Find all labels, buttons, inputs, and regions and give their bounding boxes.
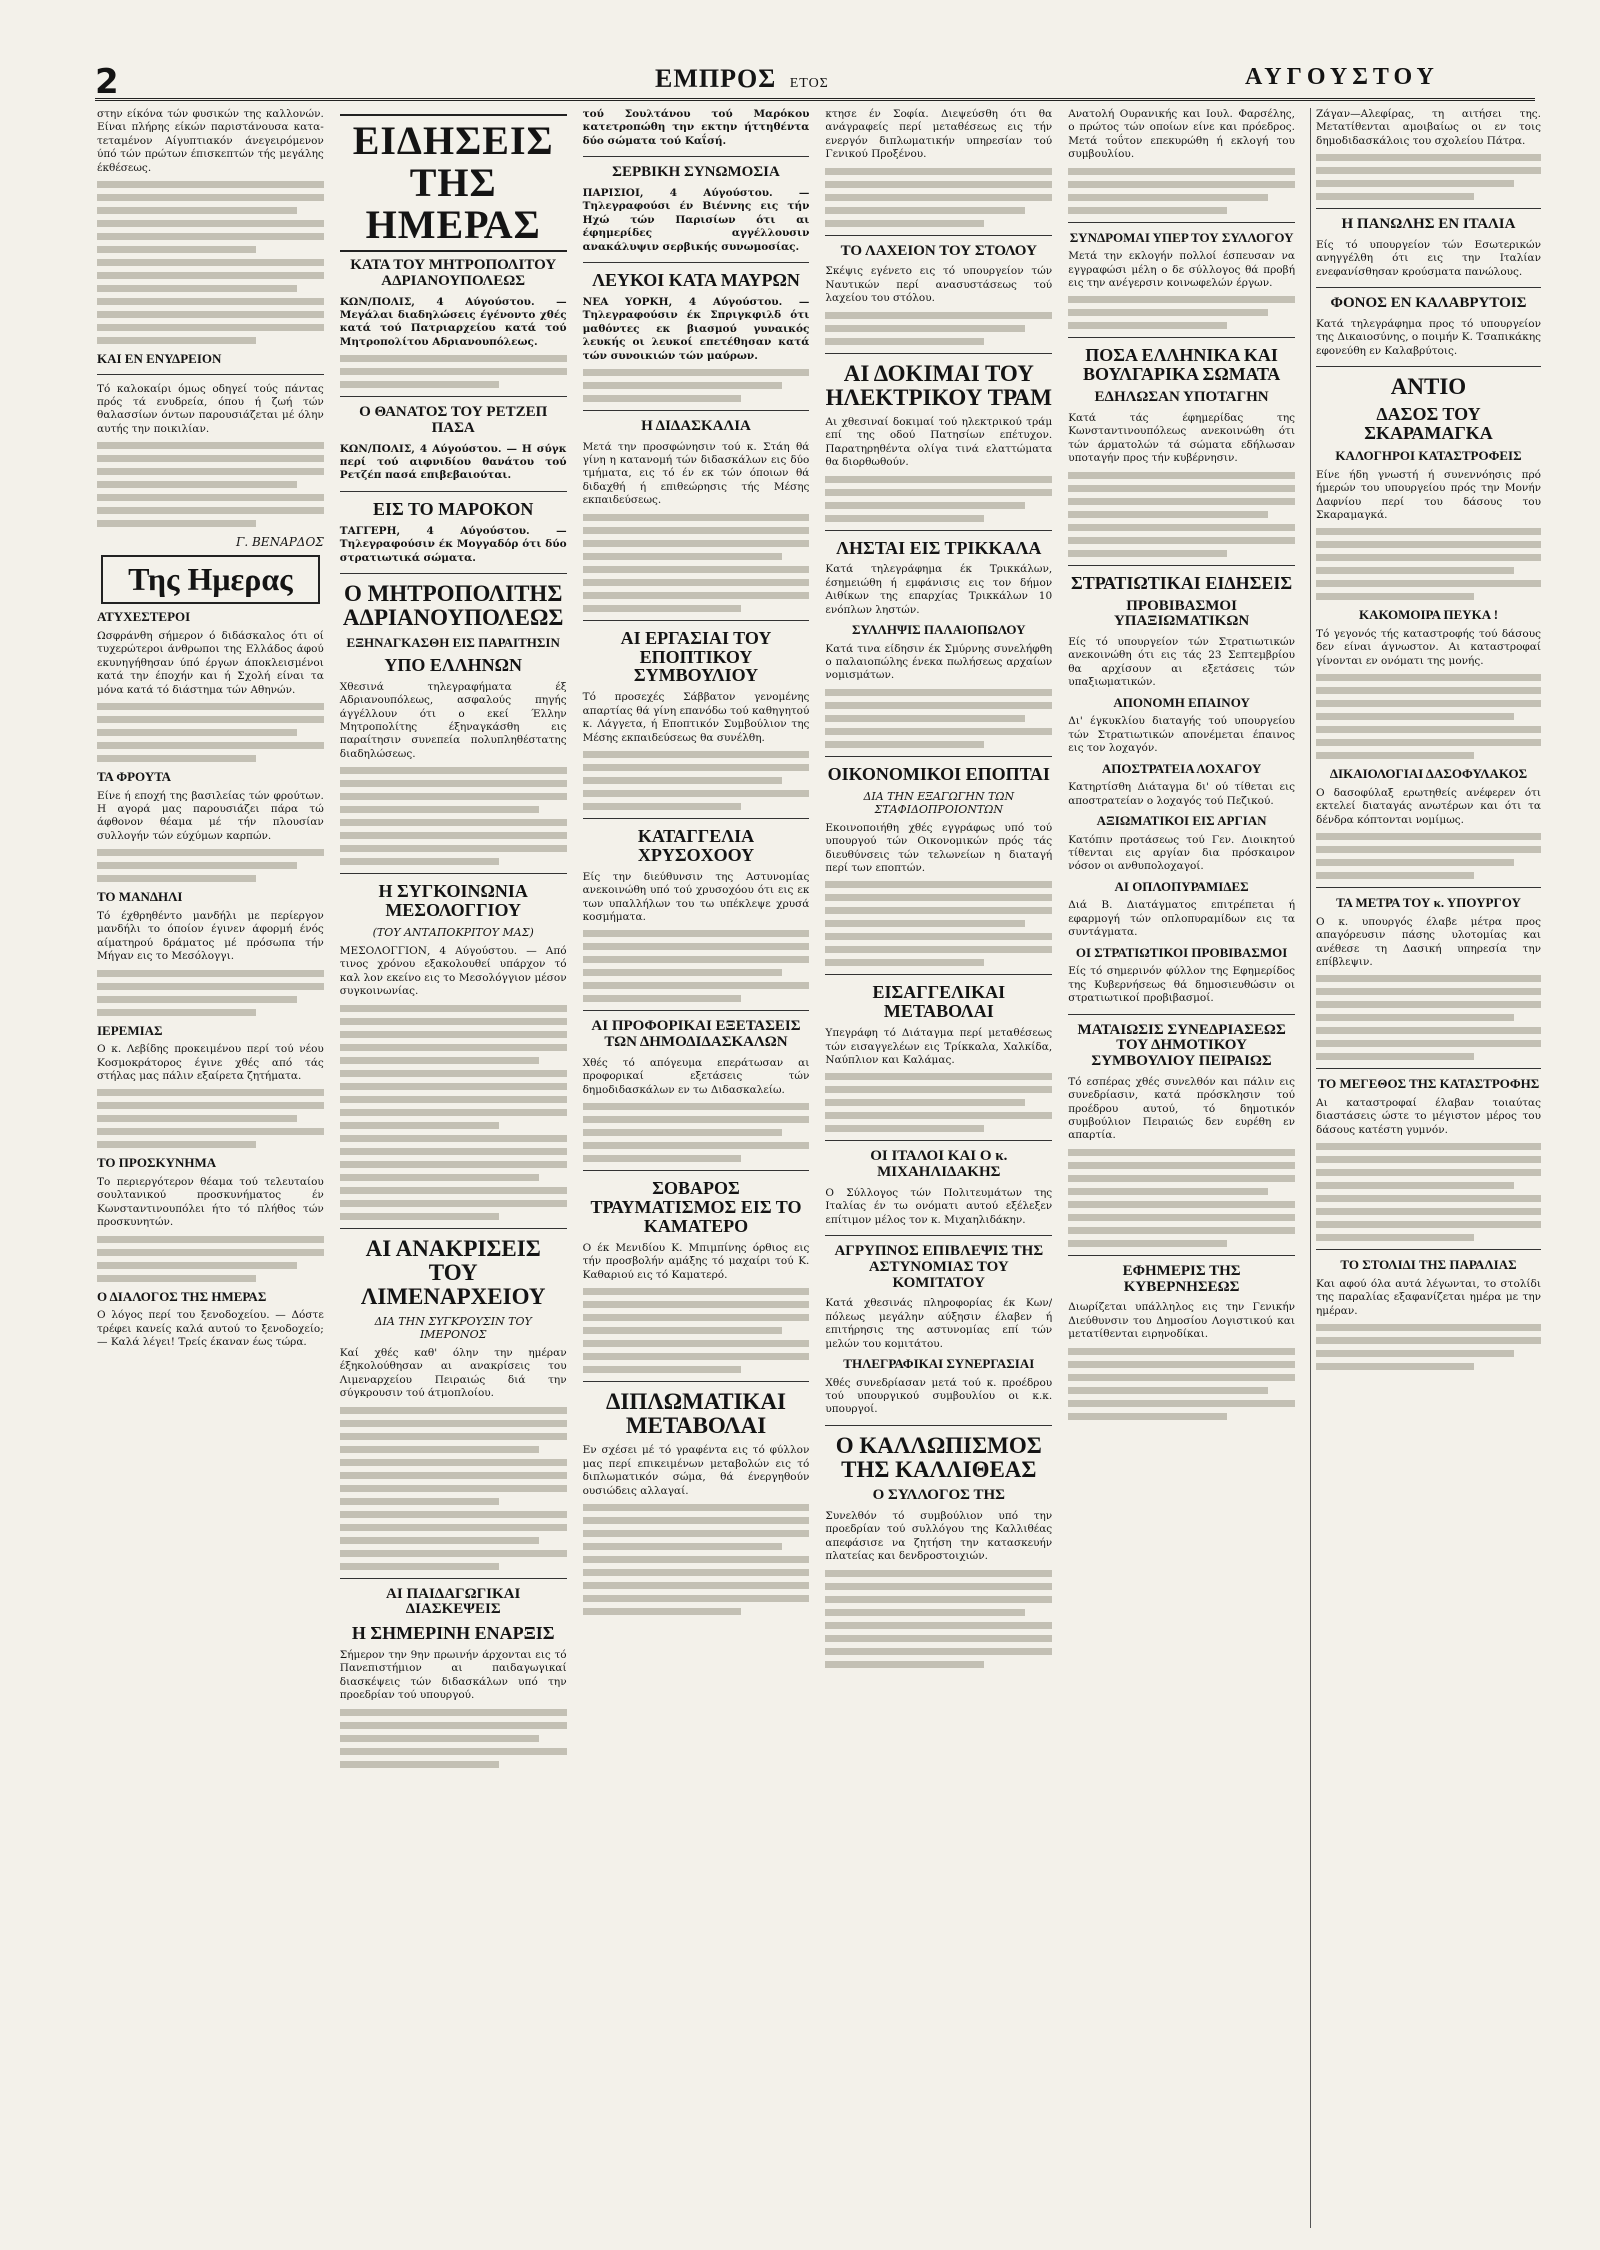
article-subheadline: Η ΣΗΜΕΡΙΝΗ ΕΝΑΡΞΙΣ xyxy=(351,1623,555,1644)
column-3 xyxy=(581,108,810,2228)
author-signature: Γ. ΒΕΝΑΡΔΟΣ xyxy=(236,535,324,550)
columns xyxy=(95,108,1295,2228)
divider xyxy=(1316,208,1541,209)
divider xyxy=(1068,222,1295,223)
divider xyxy=(825,235,1052,236)
article-text: ΝΕΑ ΥΟΡΚΗ, 4 Αύγούστου. — Τηλεγραφούσιν έκ Σπριγκφιλδ ότι μαθόντες εκ βιασμού γυναικός λευκής οι λευκοί επετέθησαν κατά τών συνοικιών τών μαύρων. xyxy=(582,295,810,362)
column-2 xyxy=(338,108,567,2228)
column-6 xyxy=(1310,108,1541,2228)
article-headline: ΣΥΛΛΗΨΙΣ ΠΑΛΑΙΟΠΩΛΟΥ xyxy=(852,622,1026,638)
text-filler xyxy=(825,168,1052,227)
article-headline: ΤΟ ΣΤΟΛΙΔΙ ΤΗΣ ΠΑΡΑΛΙΑΣ xyxy=(1340,1257,1517,1273)
text-filler xyxy=(1316,975,1541,1060)
article-text: Εκοινοποιήθη χθές εγγράφως υπό τού υπουργού τών Οικονομικών πρός τάς διευθύνσεις τών τελωνείων η διαταγή περί των εποπτών. xyxy=(825,821,1053,874)
article-headline: ΟΙ ΣΤΡΑΤΙΩΤΙΚΟΙ ΠΡΟΒΙΒΑΣΜΟΙ xyxy=(1075,944,1288,960)
article-headline: ΑΠΟΝΟΜΗ ΕΠΑΙΝΟΥ xyxy=(1113,694,1250,710)
text-filler xyxy=(97,703,324,762)
divider xyxy=(825,974,1052,975)
item-heading: ΤΟ ΜΑΝΔΗΛΙ xyxy=(97,889,183,905)
article-text: Ο Σύλλογος τών Πολιτευμάτων της Ιταλίας έν τω ονόματι αυτού εξέλεξεν επίτιμον μέλος τον κ. Μιχαηλιδάκην. xyxy=(825,1186,1053,1226)
article-text: Ζάγαν—Αλεφίρας, τη αιτήσει της. Μετατίθενται αμοιβαίως οι εν τοις δημοδιδασκάλοις του σχολείου Πάτρα. xyxy=(1316,108,1541,147)
text-filler xyxy=(1068,472,1295,557)
text-filler xyxy=(1068,1149,1295,1247)
divider xyxy=(583,818,810,819)
article-text: Τό έχθρηθέντο μανδήλι με περίεργον μανδήλι το όποίον έγινεν άφορμή ένός αίματηρού δράματος μέ πρόσωπα τήν Μήγαν εις το Μεσόλογγι. xyxy=(97,909,324,963)
text-filler xyxy=(340,767,567,865)
divider xyxy=(1068,565,1295,566)
article-text: Είνε ήδη γνωστή ή συνεννόησις πρό ήμερών του υπουργείου πρός την Μονήν Δαφνίου περί του δάσους του Σκαραμαγκά. xyxy=(1316,468,1541,521)
text-filler xyxy=(97,849,324,882)
divider xyxy=(1316,887,1541,888)
article-subheadline: ΔΙΑ ΤΗΝ ΕΞΑΓΩΓΗΝ ΤΩΝ ΣΤΑΦΙΔΟΠΡΟΙΟΝΤΩΝ xyxy=(863,789,1015,816)
article-text: Τό καλοκαίρι όμως οδηγεί τούς πάντας πρός τά ενυδρεία, όπου ή ζωή τών θαλασσίων όντων παρουσιάζεται μέ όλην αυτής την ποικιλίαν. xyxy=(97,382,324,435)
divider xyxy=(825,1140,1052,1141)
article-subheadline: ΕΞΗΝΑΓΚΑΣΘΗ ΕΙΣ ΠΑΡΑΙΤΗΣΙΝ xyxy=(346,635,560,651)
article-headline: Η ΔΙΔΑΣΚΑΛΙΑ xyxy=(641,417,751,434)
column-title-box xyxy=(101,555,320,604)
article-byline: (ΤΟΥ ΑΝΤΑΠΟΚΡΙΤΟΥ ΜΑΣ) xyxy=(372,925,534,939)
masthead xyxy=(95,62,1535,101)
article-headline: ΤΟ ΛΑΧΕΙΟΝ ΤΟΥ ΣΤΟΛΟΥ xyxy=(840,242,1037,259)
article-text: Ο κ. Λεβίδης προκειμένου περί τού νέου Κοσμοκράτορος έγινε χθές από τάς στήλας μας πάλιν εξαίρετα ζητήματα. xyxy=(97,1043,324,1082)
article-text: Ανατολή Ουρανικής και Ιουλ. Φαρσέλης, ο πρώτος τών οποίων είνε και πρόεδρος. Μετά τοΰτον επεκυρώθη ή εκλογή του συμβουλίου. xyxy=(1068,108,1295,161)
article-subheadline: Ο ΣΥΛΛΟΓΟΣ ΤΗΣ xyxy=(872,1487,1005,1504)
divider xyxy=(1316,1068,1541,1069)
article-text: Σήμερον την 9ην πρωινήν άρχονται εις τό Πανεπιστήμιον αι παιδαγωγικαί διασκέψεις τών διδασκάλων υπό την προεδρίαν τού υπουργού. xyxy=(339,1649,567,1702)
article-headline: ΤΑ ΜΕΤΡΑ ΤΟΥ κ. ΥΠΟΥΡΓΟΥ xyxy=(1336,895,1521,911)
divider xyxy=(583,262,810,263)
divider xyxy=(825,756,1052,757)
newspaper-name xyxy=(655,64,829,94)
column-5 xyxy=(1066,108,1295,2228)
text-filler xyxy=(97,1236,324,1282)
divider xyxy=(825,530,1052,531)
article-text: Είς τό υπουργείον τών Στρατιωτικών ανεκοινώθη ότι εις τάς 23 Σεπτεμβρίου θα αρχίσουν αι εξετάσεις τών υπαξιωματικών. xyxy=(1068,636,1295,689)
article-text: Σκέψις εγένετο εις τό υπουργείον τών Ναυτικών περί ανασυστάσεως τού λαχείου του στόλου. xyxy=(825,265,1053,305)
article-headline: ΑΙ ΕΡΓΑΣΙΑΙ ΤΟΥ ΕΠΟΠΤΙΚΟΥ ΣΥΜΒΟΥΛΙΟΥ xyxy=(620,627,772,686)
article-text: Κατά χθεσινάς πληροφορίας έκ Κων/πόλεως μεγάλην αύξησιν έλαβεν ή επιτήρησις της αστυνομίας επί τών μελών του κομιτάτου. xyxy=(825,1297,1053,1350)
article-text: Κατηρτίσθη Διάταγμα δι' ού τίθεται εις αποστρατείαν ο λοχαγός τού Πεζικού. xyxy=(1068,781,1295,807)
divider xyxy=(583,1010,810,1011)
article-text: Ο κ. υπουργός έλαβε μέτρα προς απαγόρευσιν πάσης υλοτομίας και ανέθεσε τη Δασική υπηρεσία την επίβλεψιν. xyxy=(1316,915,1541,968)
divider xyxy=(340,491,567,492)
text-filler xyxy=(583,751,810,810)
article-headline: ΚΑΚΟΜΟΙΡΑ ΠΕΥΚΑ ! xyxy=(1358,607,1499,623)
newspaper-subtitle: ΕΤΟΣ xyxy=(789,76,829,91)
text-filler xyxy=(1316,1143,1541,1241)
article-headline: ΕΦΗΜΕΡΙΣ ΤΗΣ ΚΥΒΕΡΝΗΣΕΩΣ xyxy=(1122,1262,1241,1295)
text-filler xyxy=(1068,296,1295,329)
divider xyxy=(1316,287,1541,288)
section-title: ΕΙΔΗΣΕΙΣ ΤΗΣ ΗΜΕΡΑΣ xyxy=(340,114,567,252)
article-text: Καί χθές καθ' όλην την ημέραν έξηκολούθησαν αι ανακρίσεις του Λιμεναρχείου Πειραιώς διά την σύγκρουσιν τού άτμοπλοίου. xyxy=(339,1347,567,1400)
text-filler xyxy=(825,1570,1052,1668)
text-filler xyxy=(825,312,1052,345)
article-text: Είς την διεύθυνσιν της Αστυνομίας ανεκοινώθη υπό τού χρυσοχόου ότι εις εκ των υπαλλήλων του τω υπέκλεψε χρυσά κοσμήματα. xyxy=(582,870,810,923)
article-headline: ΔΙΚΑΙΟΛΟΓΙΑΙ ΔΑΣΟΦΥΛΑΚΟΣ xyxy=(1329,766,1528,782)
text-filler xyxy=(583,1504,810,1615)
article-text: Ο λόγος περί του ξενοδοχείου. — Δόστε τρέφει κανείς καλά αυτού το ξενοδοχείο; — Καλά λέγει! Τρείς έκαναν έως τώρα. xyxy=(97,1309,324,1349)
article-headline: ΤΟ ΜΕΓΕΘΟΣ ΤΗΣ ΚΑΤΑΣΤΡΟΦΗΣ xyxy=(1317,1076,1540,1092)
article-text: Ωσφράνθη σήμερον ό διδάσκαλος ότι οί τυχερώτεροι άνθρωποι της Ελλάδος άφού εκυνηγήθησαν ύπό έργων άποκλεισμένοι κατά την έποχήν και ή Σχολή είναι τα μόνα κατά τό διάστημα τών Αθηνών. xyxy=(97,629,324,696)
text-filler xyxy=(825,881,1052,966)
article-text: Συνελθόν τό συμβούλιον υπό την προεδρίαν τού συλλόγου της Καλλιθέας απεφάσισε να ζητήση την κατασκευήν πλατείας και δενδροστοιχιών. xyxy=(825,1509,1053,1563)
text-filler xyxy=(825,1073,1052,1132)
divider xyxy=(825,353,1052,354)
article-headline: ΑΙ ΔΟΚΙΜΑΙ ΤΟΥ ΗΛΕΚΤΡΙΚΟΥ ΤΡΑΜ xyxy=(825,360,1052,410)
article-text: Δι' έγκυκλίου διαταγής τού υπουργείου τών Στρατιωτικών απονέμεται έπαινος εις τον λοχαγόν. xyxy=(1068,715,1295,755)
article-text: Κατά τηλεγράφημα προς τό υπουργείον της Δικαιοσύνης, ο ποιμήν Κ. Τσαπικάκης εφονεύθη εν Καλαβρύτοις. xyxy=(1316,317,1541,357)
divider xyxy=(1068,337,1295,338)
text-filler xyxy=(97,970,324,1016)
divider xyxy=(340,1578,567,1579)
article-text: Αι καταστροφαί έλαβαν τοιαύτας διαστάσεις ώστε το μέγιστον μέρος του δάσους κατέστη γυμνόν. xyxy=(1316,1096,1541,1136)
text-filler xyxy=(97,442,324,527)
text-filler xyxy=(583,930,810,1002)
article-text: Είς τό σημερινόν φύλλον της Εφημερίδος της Κυβερνήσεως θά δημοσιευθώσιν οι στρατιωτικοί προβιβασμοί. xyxy=(1068,965,1295,1005)
item-heading: ΑΤΥΧΕΣΤΕΡΟΙ xyxy=(97,609,191,625)
article-text: Ο έκ Μενιδίου Κ. Μπιμπίνης όρθιος εις τήν προσβολήν αμάξης τό μαχαίρι τού Κ. Καθαριού εις τό Καματερό. xyxy=(582,1241,810,1281)
article-headline: Ο ΘΑΝΑΤΟΣ ΤΟΥ ΡΕΤΖΕΠ ΠΑΣΑ xyxy=(359,404,548,436)
divider xyxy=(583,410,810,411)
article-subheadline: ΕΔΗΛΩΣΑΝ ΥΠΟΤΑΓΗΝ xyxy=(1094,389,1269,406)
article-text: Χθές συνεδρίασαν μετά τού κ. προέδρου τού υπουργικού συμβουλίου οι κ.κ. υπουργοί. xyxy=(825,1376,1053,1416)
item-heading: ΤΟ ΠΡΟΣΚΥΝΗΜΑ xyxy=(97,1155,217,1171)
text-filler xyxy=(1316,528,1541,600)
article-text: ΠΑΡΙΣΙΟΙ, 4 Αύγούστου. — Τηλεγραφούσι έν Βιέννης εις τήν Ηχώ τών Παρισίων ότι αι έφημερίδες αγγέλλουσιν ανακάλυψιν σερβικής συνωμοσίας. xyxy=(582,186,810,253)
article-headline: ΑΠΟΣΤΡΑΤΕΙΑ ΛΟΧΑΓΟΥ xyxy=(1101,760,1262,776)
text-filler xyxy=(1316,1324,1541,1370)
divider xyxy=(97,374,324,375)
article-text: τού Σουλτάνου τού Μαρόκου κατετροπώθη την εκτην ήττηθέντα δύο σώματα τού Καΐσή. xyxy=(582,108,810,147)
article-headline: ΚΑΤΑ ΤΟΥ ΜΗΤΡΟΠΟΛΙΤΟΥ ΑΔΡΙΑΝΟΥΠΟΛΕΩΣ xyxy=(350,257,557,289)
article-headline: Ο ΚΑΛΛΩΠΙΣΜΟΣ ΤΗΣ ΚΑΛΛΙΘΕΑΣ xyxy=(835,1432,1042,1482)
article-text: Κατά τάς έφημερίδας της Κωνσταντινουπόλεως ανεκοινώθη ότι τών άρματολών τά σώματα εδήλωσαν υποταγήν προς τήν κυβέρνησιν. xyxy=(1068,412,1295,465)
article-headline: ΔΙΠΛΩΜΑΤΙΚΑΙ ΜΕΤΑΒΟΛΑΙ xyxy=(605,1389,786,1439)
article-headline: ΤΗΛΕΓΡΑΦΙΚΑΙ ΣΥΝΕΡΓΑΣΙΑΙ xyxy=(843,1355,1035,1371)
article-headline: ΑΙ ΑΝΑΚΡΙΣΕΙΣ ΤΟΥ ΛΙΜΕΝΑΡΧΕΙΟΥ xyxy=(360,1235,546,1309)
article-text: στην είκόνα τών φυσικών της καλλονών. Είναι πλήρης είκών παριστάνουσα κατα-τεταμένον Αίγυπτιακόν άνεγειρόμενον ύπό τών πρώτων έπισκεπτών τής μεγάλης έκθέσεως. xyxy=(97,108,324,174)
text-filler xyxy=(1316,154,1541,200)
article-text: ΚΩΝ/ΠΟΛΙΣ, 4 Αύγούστου. — Μεγάλαι διαδηλώσεις έγένοντο χθές κατά τού Πατριαρχείου κατά τού Μητροπολίτου Αδριανουπόλεως. xyxy=(339,295,567,348)
article-headline: ΑΓΡΥΠΝΟΣ ΕΠΙΒΛΕΨΙΣ ΤΗΣ ΑΣΤΥΝΟΜΙΑΣ ΤΟΥ ΚΟΜΙΤΑΤΟΥ xyxy=(834,1243,1044,1291)
article-text: ΤΑΓΓΕΡΗ, 4 Αύγούστου. — Τηλεγραφούσιν έκ Μογγαδόρ ότι δύο στρατιωτικά σώματα. xyxy=(339,524,567,564)
text-filler xyxy=(825,476,1052,522)
article-headline: ΑΙ ΠΡΟΦΟΡΙΚΑΙ ΕΞΕΤΑΣΕΙΣ ΤΩΝ ΔΗΜΟΔΙΔΑΣΚΑΛΩΝ xyxy=(591,1018,801,1051)
text-filler xyxy=(583,1288,810,1373)
article-text: κτησε έν Σοφία. Διεψεύσθη ότι θα ανάγραφείς περί μεταθέσεως εις τήν ενεργόν διπλωματικήν υπηρεσίαν τού Γενικού Προξένου. xyxy=(825,108,1053,161)
article-text: Τό προσεχές Σάββατον γενομένης απαρτίας θά γίνη επανόδω τού καθηγητού κ. Λάγγετα, ή Εποπτικόν Συμβούλιον της Μέσης εκπαιδεύσεως θα συνέλθη. xyxy=(582,691,810,744)
article-headline: ΜΑΤΑΙΩΣΙΣ ΣΥΝΕΔΡΙΑΣΕΩΣ ΤΟΥ ΔΗΜΟΤΙΚΟΥ ΣΥΜΒΟΥΛΙΟΥ ΠΕΙΡΑΙΩΣ xyxy=(1077,1021,1286,1070)
text-filler xyxy=(340,1709,567,1768)
article-text: Υπεγράφη τό Διάταγμα περί μεταθέσεως τών εισαγγελέων εις Τρίκκαλα, Χαλκίδα, Ναύπλιον και Καλάμας. xyxy=(825,1027,1053,1066)
article-text: Αι χθεσιναί δοκιμαί τού ηλεκτρικού τράμ επί της οδού Πατησίων επέτυχον. Παρατηρηθέντα ολίγα τινά ελαττώματα θα διορθωθούν. xyxy=(825,415,1053,469)
item-heading: ΙΕΡΕΜΙΑΣ xyxy=(97,1022,163,1038)
article-subheadline: ΚΑΛΟΓΗΡΟΙ ΚΑΤΑΣΤΡΟΦΕΙΣ xyxy=(1335,448,1522,464)
masthead-date: ΑΥΓΟΥΣΤΟΥ xyxy=(1245,64,1439,90)
article-text: Εν σχέσει μέ τό γραφέντα εις τό φύλλον μας περί επικειμένων μεταβολών εις τό διπλωματικόν σώμα, θά ένεργηθούν ουσιώδεις αλλαγαί. xyxy=(582,1444,810,1497)
divider xyxy=(1316,366,1541,367)
divider xyxy=(1316,1249,1541,1250)
text-filler xyxy=(825,689,1052,748)
article-headline: ΟΙ ΙΤΑΛΟΙ ΚΑΙ Ο κ. ΜΙΧΑΗΛΙΔΑΚΗΣ xyxy=(870,1148,1008,1181)
article-headline: ΛΗΣΤΑΙ ΕΙΣ ΤΡΙΚΚΑΛΑ xyxy=(836,537,1042,558)
text-filler xyxy=(1316,833,1541,879)
text-filler xyxy=(583,1103,810,1162)
article-text: ΚΩΝ/ΠΟΛΙΣ, 4 Αύγούστου. — Η σύγκ περί τού αιφνιδίου θανάτου τού Ρετζέπ πασά επιβεβαιούται. xyxy=(339,442,567,482)
article-headline: ΕΙΣ ΤΟ ΜΑΡΟΚΟΝ xyxy=(373,498,534,519)
page-number: 2 xyxy=(95,62,119,102)
article-headline: ΣΥΝΔΡΟΜΑΙ ΥΠΕΡ ΤΟΥ ΣΥΛΛΟΓΟΥ xyxy=(1069,229,1294,245)
article-subheadline: ΠΡΟΒΙΒΑΣΜΟΙ ΥΠΑΞΙΩΜΑΤΙΚΩΝ xyxy=(1113,597,1250,630)
text-filler xyxy=(1068,1348,1295,1420)
article-text: Είνε ή εποχή της βασιλείας τών φρούτων. Η αγορά μας παρουσιάζει πάρα τώ άφθονον θέαμα μέ τήν πλουσίαν συλλογήν τών εύχύμων καρπών. xyxy=(97,789,324,842)
article-headline: ΑΙ ΟΠΛΟΠΥΡΑΜΙΔΕΣ xyxy=(1114,878,1249,894)
article-headline: ΣΟΒΑΡΟΣ ΤΡΑΥΜΑΤΙΣΜΟΣ ΕΙΣ ΤΟ ΚΑΜΑΤΕΡΟ xyxy=(590,1178,802,1236)
divider xyxy=(583,156,810,157)
section-heading: ΚΑΙ ΕΝ ΕΝΥΔΡΕΙΟΝ xyxy=(97,351,222,367)
article-headline: Ο ΜΗΤΡΟΠΟΛΙΤΗΣ ΑΔΡΙΑΝΟΥΠΟΛΕΩΣ xyxy=(342,580,564,631)
article-text: Και αφού όλα αυτά λέγωνται, το στολίδι της παραλίας εξαφανίζεται ημέρα με την ημέραν. xyxy=(1316,1277,1541,1317)
article-text: Διωρίζεται υπάλληλος εις την Γενικήν Διεύθυνσιν του Δημοσίου Λογιστικού και μετατίθενται ειρηνοδίκαι. xyxy=(1068,1301,1295,1341)
article-text: Ο δασοφύλαξ ερωτηθείς ανέφερεν ότι εκτελεί διαταγάς ανωτέρων και ότι τα δένδρα κόπτονται νομίμως. xyxy=(1316,786,1541,826)
text-filler xyxy=(340,355,567,388)
divider xyxy=(583,1170,810,1171)
article-subheadline: ΔΙΑ ΤΗΝ ΣΥΓΚΡΟΥΣΙΝ ΤΟΥ ΙΜΕΡΟΝΟΣ xyxy=(374,1315,532,1342)
text-filler xyxy=(1068,168,1295,214)
article-text: Το περιεργότερον θέαμα τού τελευταίου σουλτανικού προσκυνήματος έν Κωνσταντινουπόλει ήτο τό πλήθος τών προσκυνητών. xyxy=(97,1176,324,1229)
article-text: Τό γεγονός τής καταστροφής τού δάσους δεν είναι άγνωστον. Αι καταστροφαί γίνονται εν ονόματι της μονής. xyxy=(1316,627,1541,667)
article-headline: ΚΑΤΑΓΓΕΛΙΑ ΧΡΥΣΟΧΟΟΥ xyxy=(637,826,755,865)
article-headline: ΣΕΡΒΙΚΗ ΣΥΝΩΜΟΣΙΑ xyxy=(612,164,780,181)
article-subheadline: ΔΑΣΟΣ ΤΟΥ ΣΚΑΡΑΜΑΓΚΑ xyxy=(1364,404,1493,444)
article-text: Είς τό υπουργείον τών Εσωτερικών ανηγγέλθη ότι εις την Ιταλίαν ενεφανίσθησαν κρούσματα πανώλους. xyxy=(1316,238,1541,278)
item-heading: ΤΑ ΦΡΟΥΤΑ xyxy=(97,768,172,784)
divider xyxy=(340,873,567,874)
divider xyxy=(340,573,567,574)
article-text: Χθές τό απόγευμα επεράτωσαν αι προφορικαί εξετάσεις τών δημοδιδασκάλων εν τω Διδασκαλείω. xyxy=(582,1056,810,1096)
divider xyxy=(583,1381,810,1382)
column-title: Της Ημερας xyxy=(128,561,293,598)
divider xyxy=(340,1228,567,1229)
article-headline: Η ΠΑΝΩΛΗΣ ΕΝ ΙΤΑΛΙΑ xyxy=(1341,216,1516,233)
article-headline: ΠΟΣΑ ΕΛΛΗΝΙΚΑ ΚΑΙ ΒΟΥΛΓΑΡΙΚΑ ΣΩΜΑΤΑ xyxy=(1082,345,1281,385)
divider xyxy=(340,396,567,397)
article-text: ΜΕΣΟΛΟΓΓΙΟΝ, 4 Αύγούστου. — Από τινος χρόνου εξακολουθεί υπάρχον τό καλ λον εκείνο εις το Μεσολόγγιον μέσον συγκοινωνίας. xyxy=(339,944,567,998)
article-text: Κατά τηλεγράφημα έκ Τρικκάλων, έσημειώθη ή εμφάνισις εις τον δήμον Αιθίκων της επαρχίας Τρικκάλων 10 ενόπλων ληστών. xyxy=(825,563,1053,616)
text-filler xyxy=(340,1005,567,1220)
text-filler xyxy=(340,1407,567,1570)
article-headline: ΑΝΤΙΟ xyxy=(1390,374,1467,400)
article-text: Χθεσινά τηλεγραφήματα έξ Αδριανουπόλεως, ασφαλούς πηγής άγγέλλουν ότι ο εκεί Έλλην Μητροπολίτης έξηναγκάσθη εις παραίτησιν συνεπεία πολυπληθέστατης διαδηλώσεως. xyxy=(339,680,567,760)
text-filler xyxy=(97,181,324,344)
article-headline: ΟΙΚΟΝΟΜΙΚΟΙ ΕΠΟΠΤΑΙ xyxy=(827,763,1050,784)
divider xyxy=(825,1425,1052,1426)
article-headline: ΑΞΙΩΜΑΤΙΚΟΙ ΕΙΣ ΑΡΓΙΑΝ xyxy=(1096,812,1267,828)
divider xyxy=(825,1235,1052,1236)
article-headline: ΕΙΣΑΓΓΕΛΙΚΑΙ ΜΕΤΑΒΟΛΑΙ xyxy=(872,982,1006,1022)
text-filler xyxy=(583,514,810,612)
divider xyxy=(583,620,810,621)
article-headline: ΛΕΥΚΟΙ ΚΑΤΑ ΜΑΥΡΩΝ xyxy=(592,270,800,290)
divider xyxy=(1068,1014,1295,1015)
newspaper-title: ΕΜΠΡΟΣ xyxy=(655,64,777,93)
article-text: Τό εσπέρας χθές συνελθόν και πάλιν εις συνεδρίασιν, κατά πρόσκλησιν τού προέδρου αυτού, τό δημοτικόν συμβούλιον Πειραιώς δεν ευρέθη εν απαρτία. xyxy=(1068,1075,1295,1142)
article-text: Κατά τινα είδησιν έκ Σμύρνης συνελήφθη ο παλαιοπώλης ένεκα πωλήσεως αρχαίων νομισμάτων. xyxy=(825,642,1053,682)
article-headline: Η ΣΥΓΚΟΙΝΩΝΙΑ ΜΕΣΟΛΟΓΓΙΟΥ xyxy=(378,881,528,921)
text-filler xyxy=(97,1089,324,1148)
column-4 xyxy=(823,108,1052,2228)
item-heading: Ο ΔΙΑΛΟΓΟΣ ΤΗΣ ΗΜΕΡΑΣ xyxy=(97,1288,267,1304)
article-headline: ΦΟΝΟΣ ΕΝ ΚΑΛΑΒΡΥΤΟΙΣ xyxy=(1330,295,1527,312)
text-filler xyxy=(1316,674,1541,759)
text-filler xyxy=(583,369,810,402)
article-text: Μετά την εκλογήν πολλοί έσπευσαν να εγγραφώσι μέλη ο δε σύλλογος θά προβή εις την ανέγερσιν κοινωφελών έργων. xyxy=(1068,250,1295,290)
article-text: Μετά την προσφώνησιν τού κ. Στάη θά γίνη η κατανομή τών διδασκάλων εις δύο τμήματα, εις τό έν εκ τών όποιων θά διδαχθή ή επιθεώρησις τής Μέσης εκπαιδεύσεως. xyxy=(582,440,810,507)
divider xyxy=(1068,1255,1295,1256)
article-text: Διά Β. Διατάγματος επιτρέπεται ή εφαρμογή τών οπλοπυραμίδων εις τα συντάγματα. xyxy=(1068,899,1295,939)
article-text: Κατόπιν προτάσεως τού Γεν. Διοικητού τίθενται εις αργίαν δια πρόσκαιρον νόσον οι ανθυπολοχαγοί. xyxy=(1068,833,1295,873)
article-headline: ΑΙ ΠΑΙΔΑΓΩΓΙΚΑΙ ΔΙΑΣΚΕΨΕΙΣ xyxy=(386,1585,521,1618)
column-1 xyxy=(95,108,324,2228)
article-subheadline: ΥΠΟ ΕΛΛΗΝΩΝ xyxy=(384,654,523,675)
article-headline: ΣΤΡΑΤΙΩΤΙΚΑΙ ΕΙΔΗΣΕΙΣ xyxy=(1071,572,1293,593)
